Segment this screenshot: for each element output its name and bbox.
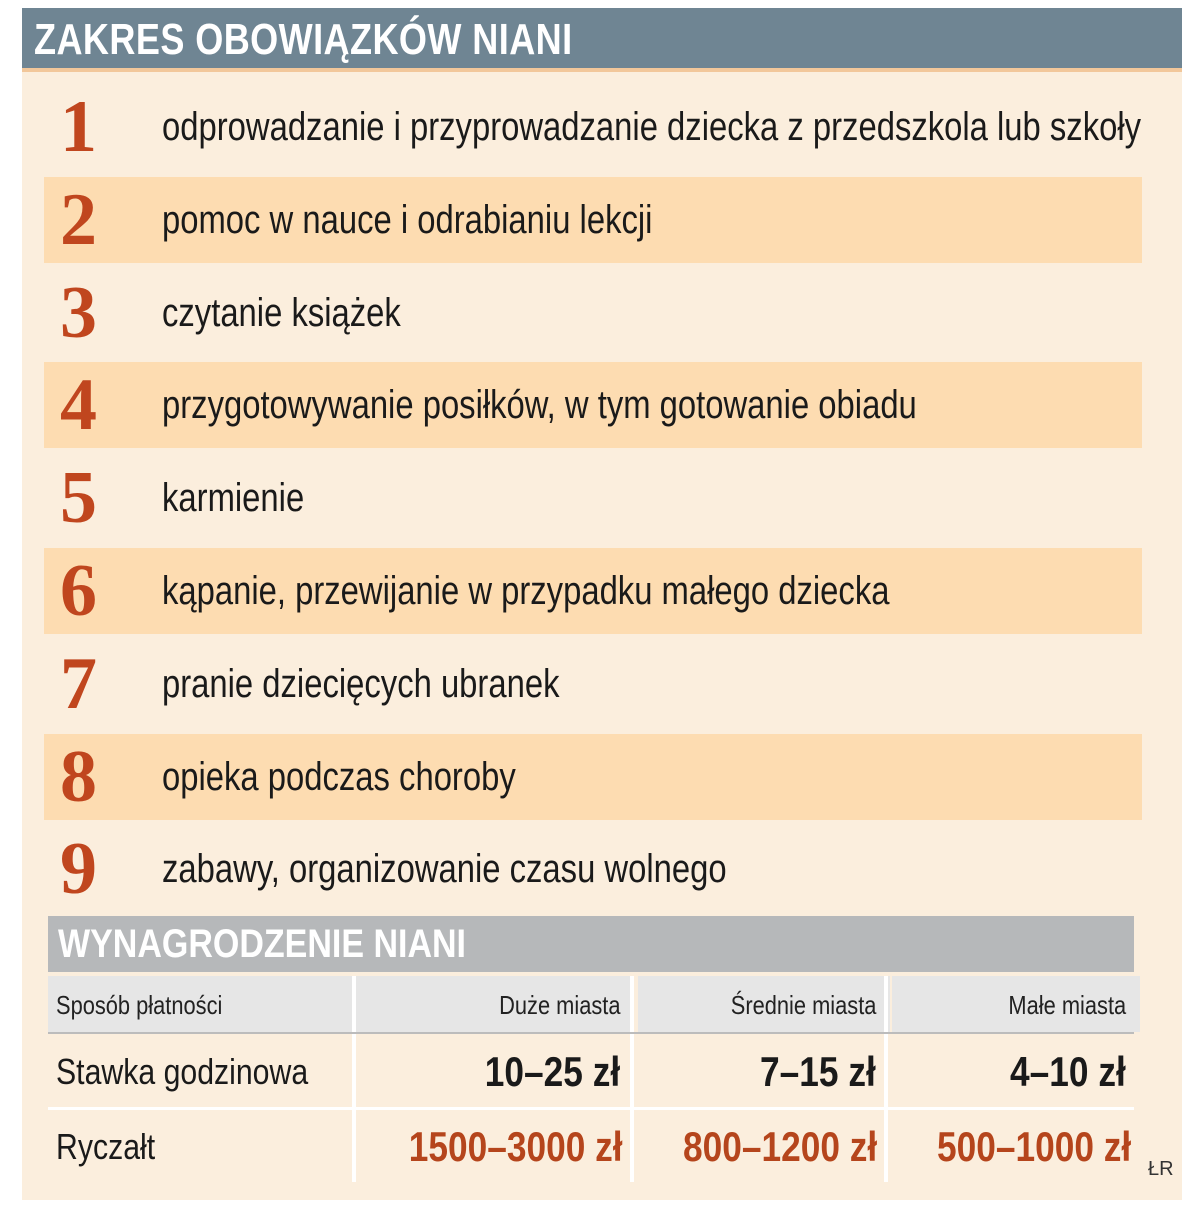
rate-value-text: 10–25 zł <box>484 1048 620 1095</box>
duties-infographic <box>22 8 1182 1200</box>
rate-value <box>900 1036 1126 1108</box>
duty-item <box>44 734 1142 820</box>
duty-item <box>44 548 1142 634</box>
rate-value-text: 4–10 zł <box>1010 1048 1126 1095</box>
duty-number: 9 <box>60 828 97 911</box>
duty-number: 6 <box>60 550 97 632</box>
payment-title-bar <box>48 916 1134 972</box>
author-credit: ŁR <box>1148 1158 1174 1180</box>
duty-item <box>44 270 1142 356</box>
duty-item <box>44 826 1142 912</box>
duty-text: odprowadzanie i przyprowadzanie dziecka z przedszkola lub szkoły <box>162 105 1142 149</box>
duty-text: pranie dziecięcych ubranek <box>162 661 560 706</box>
duty-item <box>44 84 1142 170</box>
payment-title: WYNAGRODZENIE NIANI <box>58 922 466 966</box>
page-title: ZAKRES OBOWIĄZKÓW NIANI <box>34 15 573 64</box>
row-label-text: Ryczałt <box>56 1126 156 1167</box>
row-divider <box>48 1032 1134 1034</box>
column-divider <box>884 976 888 1182</box>
duty-text: karmienie <box>162 476 305 521</box>
rate-value <box>368 1111 623 1183</box>
rate-value-text: 500–1000 zł <box>936 1123 1132 1170</box>
column-header-text: Małe miasta <box>1008 990 1126 1020</box>
duty-item <box>44 455 1142 541</box>
column-header <box>900 978 1126 1032</box>
duty-text: zabawy, organizowanie czasu wolnego <box>162 847 727 892</box>
duty-number: 1 <box>60 86 97 168</box>
row-label <box>56 1036 344 1108</box>
duty-number: 7 <box>60 642 97 725</box>
duty-number: 4 <box>60 364 97 447</box>
duty-text: pomoc w nauce i odrabianiu lekcji <box>162 197 653 242</box>
duty-text: przygotowywanie posiłków, w tym gotowanie obiadu <box>162 383 917 428</box>
column-header <box>646 978 876 1032</box>
duty-text: kąpanie, przewijanie w przypadku małego dziecka <box>162 569 890 613</box>
duty-number: 2 <box>60 178 97 261</box>
rate-value <box>646 1111 876 1183</box>
duty-item <box>44 177 1142 263</box>
column-header <box>56 978 344 1032</box>
column-divider <box>352 976 356 1182</box>
duty-text: opieka podczas choroby <box>162 754 516 799</box>
duty-number: 5 <box>60 457 97 540</box>
duty-item <box>44 641 1142 727</box>
title-bar <box>22 8 1182 72</box>
column-header-text: Sposób płatności <box>56 990 223 1020</box>
row-label <box>56 1111 344 1183</box>
column-header-text: Średnie miasta <box>730 990 876 1020</box>
duty-number: 3 <box>60 271 97 354</box>
rate-value-text: 800–1200 zł <box>682 1123 878 1170</box>
rate-value-text: 1500–3000 zł <box>408 1123 623 1170</box>
duty-number: 8 <box>60 735 97 818</box>
column-header-text: Duże miasta <box>498 990 620 1020</box>
duty-text: czytanie książek <box>162 290 401 335</box>
duty-item <box>44 362 1142 448</box>
column-divider <box>630 976 634 1182</box>
row-label-text: Stawka godzinowa <box>56 1051 309 1092</box>
rate-value <box>900 1111 1132 1183</box>
rate-value-text: 7–15 zł <box>760 1048 876 1095</box>
rate-value <box>368 1036 620 1108</box>
column-header <box>368 978 620 1032</box>
rate-value <box>646 1036 876 1108</box>
